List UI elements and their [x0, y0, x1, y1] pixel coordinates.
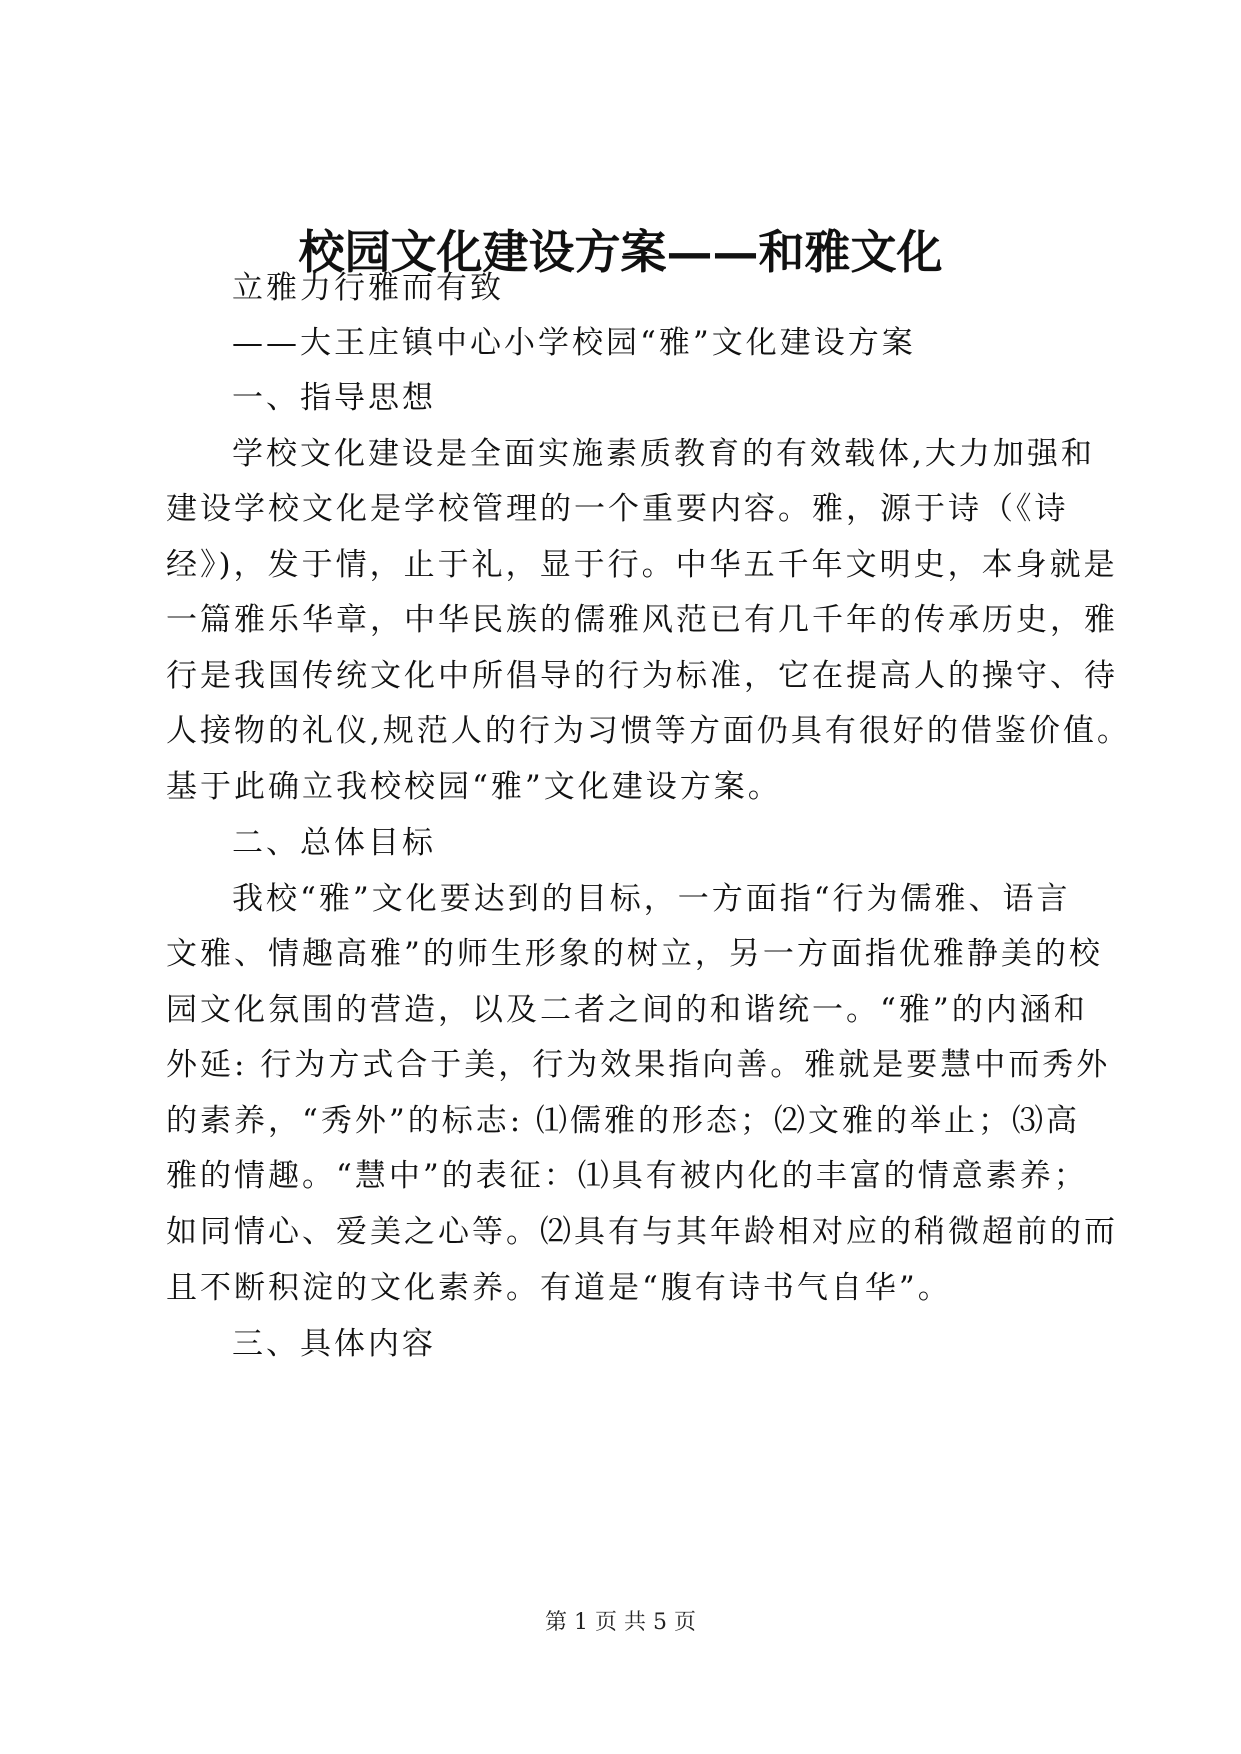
paragraph-line: 雅的情趣。“慧中”的表征：⑴具有被内化的丰富的情意素养；: [166, 1158, 1088, 1194]
section-heading-specific-content: 三、具体内容: [232, 1326, 436, 1362]
paragraph-line: 园文化氛围的营造，以及二者之间的和谐统一。“雅”的内涵和: [166, 992, 1088, 1028]
paragraph-line: 且不断积淀的文化素养。有道是“腹有诗书气自华”。: [166, 1270, 952, 1306]
paragraph-line: 建设学校文化是学校管理的一个重要内容。雅，源于诗（《诗: [166, 491, 1069, 527]
paragraph-line: 经》)，发于情，止于礼，显于行。中华五千年文明史，本身就是: [166, 547, 1118, 583]
document-title: 校园文化建设方案——和雅文化: [298, 225, 943, 279]
paragraph-line: 基于此确立我校校园“雅”文化建设方案。: [166, 769, 782, 805]
subtitle-secondary: ——大王庄镇中心小学校园“雅”文化建设方案: [232, 325, 916, 361]
paragraph-line: 学校文化建设是全面实施素质教育的有效载体,大力加强和: [232, 436, 1095, 472]
paragraph-line: 一篇雅乐华章，中华民族的儒雅风范已有几千年的传承历史，雅: [166, 602, 1118, 638]
subtitle: 立雅力行雅而有致: [232, 270, 504, 306]
paragraph-line: 行是我国传统文化中所倡导的行为标准，它在提高人的操守、待: [166, 658, 1118, 694]
paragraph-line: 外延: 行为方式合于美，行为效果指向善。雅就是要慧中而秀外: [166, 1047, 1111, 1083]
paragraph-line: 人接物的礼仪,规范人的行为习惯等方面仍具有很好的借鉴价值。: [166, 713, 1131, 749]
section-heading-overall-goal: 二、总体目标: [232, 825, 436, 861]
paragraph-line: 文雅、情趣高雅”的师生形象的树立，另一方面指优雅静美的校: [166, 936, 1103, 972]
page-footer: 第 1 页 共 5 页: [545, 1610, 696, 1635]
paragraph-line: 如同情心、爱美之心等。⑵具有与其年龄相对应的稍微超前的而: [166, 1214, 1118, 1250]
paragraph-line: 的素养，“秀外”的标志: ⑴儒雅的形态；⑵文雅的举止；⑶高: [166, 1103, 1080, 1139]
section-heading-guiding-ideology: 一、指导思想: [232, 380, 436, 416]
paragraph-line: 我校“雅”文化要达到的目标，一方面指“行为儒雅、语言: [232, 881, 1071, 917]
